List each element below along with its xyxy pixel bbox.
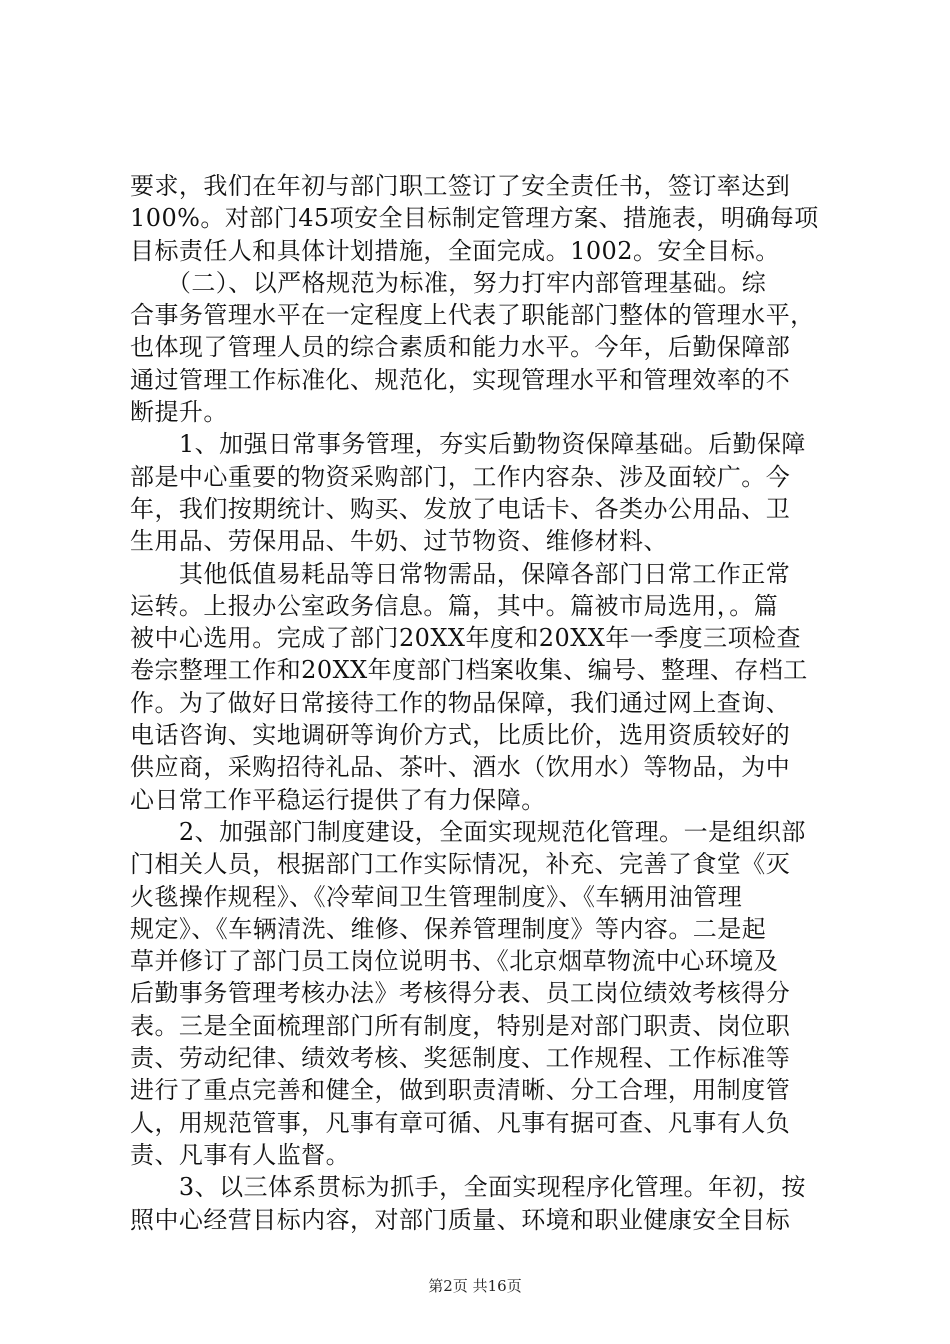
text-line: 要求，我们在年初与部门职工签订了安全责任书，签订率达到: [130, 172, 791, 200]
text-line: 门相关人员，根据部门工作实际情况，补充、完善了食堂《灭: [130, 850, 791, 879]
text-line: 通过管理工作标准化、规范化，实现管理水平和管理效率的不: [130, 365, 791, 394]
text-line: 年，我们按期统计、购买、发放了电话卡、各类办公用品、卫: [130, 494, 791, 523]
text-line: 运转。上报办公室政务信息。篇，其中。篇被市局选用，。篇: [130, 591, 779, 620]
text-line: 断提升。: [130, 398, 228, 427]
text-line: 电话咨询、实地调研等询价方式，比质比价，选用资质较好的: [130, 721, 791, 750]
text-line: 供应商，采购招待礼品、茶叶、酒水（饮用水）等物品，为中: [130, 753, 791, 782]
text-line: 1、加强日常事务管理，夯实后勤物资保障基础。后勤保障: [130, 430, 806, 459]
text-line: 照中心经营目标内容，对部门质量、环境和职业健康安全目标: [130, 1205, 791, 1234]
text-line: 卷宗整理工作和20XX年度部门档案收集、编号、整理、存档工: [130, 656, 808, 685]
text-line: 作。为了做好日常接待工作的物品保障，我们通过网上查询、: [130, 688, 791, 717]
text-line: 规定》、《车辆清洗、维修、保养管理制度》等内容。二是起: [130, 914, 767, 943]
text-line: 火毯操作规程》、《冷荤间卫生管理制度》、《车辆用油管理: [130, 882, 743, 911]
text-line: 表。三是全面梳理部门所有制度，特别是对部门职责、岗位职: [130, 1011, 791, 1040]
text-line: 责、劳动纪律、绩效考核、奖惩制度、工作规程、工作标准等: [130, 1044, 791, 1073]
text-line: 后勤事务管理考核办法》考核得分表、员工岗位绩效考核得分: [130, 979, 791, 1008]
text-line: 3、以三体系贯标为抓手，全面实现程序化管理。年初，按: [130, 1173, 806, 1202]
text-line: 生用品、劳保用品、牛奶、过节物资、维修材料、: [130, 527, 668, 556]
text-line: 人，用规范管事，凡事有章可循、凡事有据可查、凡事有人负: [130, 1108, 791, 1137]
text-line: 心日常工作平稳运行提供了有力保障。: [130, 785, 546, 814]
document-body: [130, 170, 830, 1236]
text-line: 100%。对部门45项安全目标制定管理方案、措施表，明确每项: [130, 204, 819, 233]
text-line: 合事务管理水平在一定程度上代表了职能部门整体的管理水平，: [130, 301, 815, 330]
text-line: 责、凡事有人监督。: [130, 1140, 351, 1169]
page-footer: 第2页 共16页: [428, 1277, 522, 1295]
text-line: 2、加强部门制度建设，全面实现规范化管理。一是组织部: [130, 817, 806, 846]
text-line: 草并修订了部门员工岗位说明书、《北京烟草物流中心环境及: [130, 947, 779, 976]
text-line: 也体现了管理人员的综合素质和能力水平。今年，后勤保障部: [130, 333, 791, 362]
text-line: 进行了重点完善和健全，做到职责清晰、分工合理，用制度管: [130, 1076, 791, 1105]
text-line: 其他低值易耗品等日常物需品，保障各部门日常工作正常: [130, 559, 791, 588]
text-line: （二）、以严格规范为标准，努力打牢内部管理基础。综: [130, 268, 767, 297]
text-line: 部是中心重要的物资采购部门，工作内容杂、涉及面较广。今: [130, 462, 791, 491]
text-line: 被中心选用。完成了部门20XX年度和20XX年一季度三项检查: [130, 624, 801, 653]
text-line: 目标责任人和具体计划措施，全面完成。1002。安全目标。: [130, 236, 780, 265]
